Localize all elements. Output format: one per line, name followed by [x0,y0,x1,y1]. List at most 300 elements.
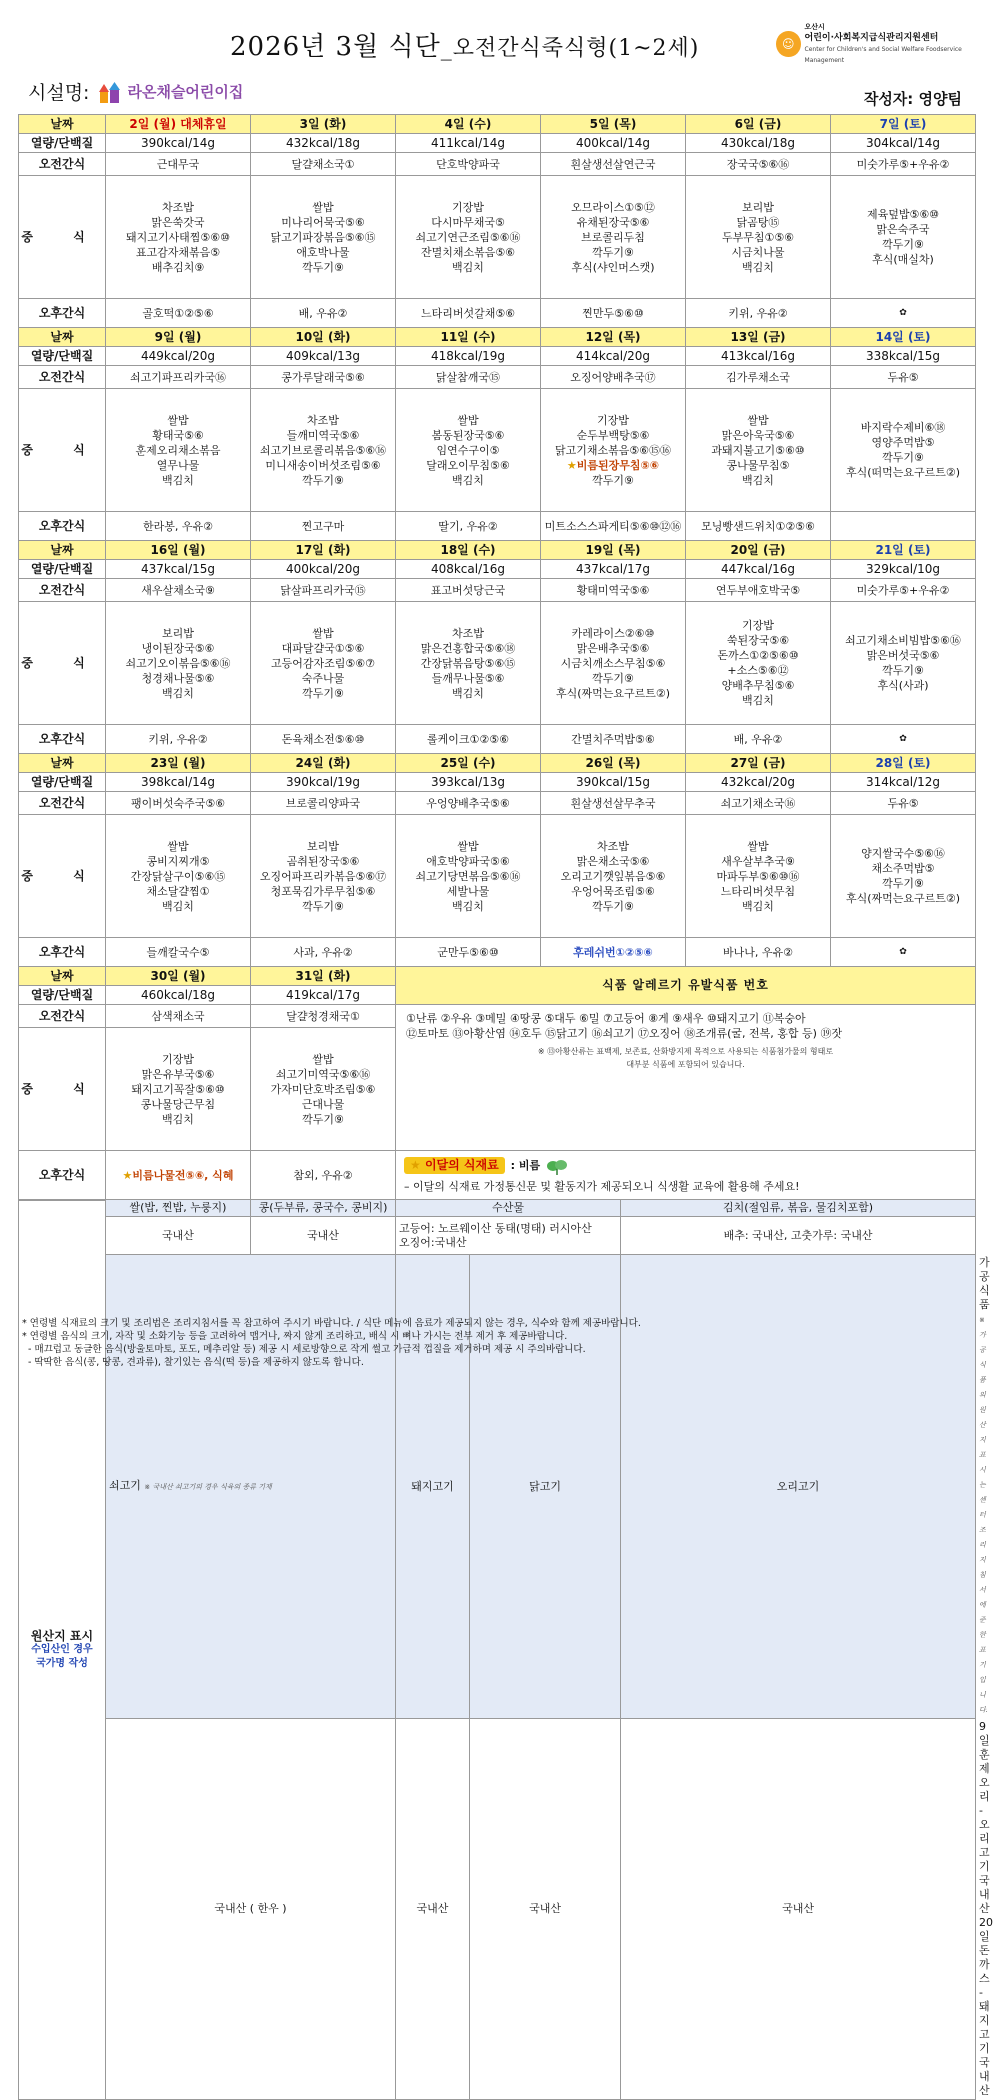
menu-item: 곰취된장국⑤⑥ [286,854,360,868]
menu-item: 유채된장국⑤⑥ [576,215,650,229]
day-cell-pm: 바나나, 우유② [686,938,831,967]
ingredient-head [404,1157,967,1175]
menu-row-main [19,176,976,299]
day-cell-pm: 딸기, 우유② [396,512,541,541]
day-cell-date: 7일 (토) [831,115,976,134]
row-label-pm: 오후간식 [19,725,106,754]
menu-item: 두부무침①⑤⑥ [721,230,795,244]
facility [28,78,243,105]
origin-pork: 국내산 [396,1719,470,2100]
menu-row-kcal [19,347,976,366]
origin-head-chicken: 닭고기 [470,1255,621,1719]
row-label-am: 오전간식 [19,792,106,815]
day-cell-am: 흰살생선살무추국 [541,792,686,815]
day-cell-am: 닭살참깨국⑮ [396,366,541,389]
day-cell-kcal: 400kcal/14g [541,134,686,153]
day-cell-am: 두유⑤ [831,792,976,815]
day-cell-am: 달걀청경채국① [251,1005,396,1028]
menu-item: 쇠고기당면볶음⑤⑥⑯ [415,869,521,883]
day-cell-main [251,389,396,512]
day-cell-am: 우엉양배추국⑤⑥ [396,792,541,815]
day-cell-main [106,389,251,512]
day-cell-am: 흰살생선살연근국 [541,153,686,176]
day-cell-main [541,389,686,512]
day-cell-date: 11일 (수) [396,328,541,347]
menu-item: 청경채나물⑤⑥ [141,671,215,685]
day-cell-date: 5일 (목) [541,115,686,134]
day-cell-date: 3일 (화) [251,115,396,134]
menu-item: 맑은버섯국⑤⑥ [866,649,940,662]
menu-item: 깍두기⑨ [882,238,924,251]
row-label-pm: 오후간식 [19,938,106,967]
note-line: * 연령별 식재료의 크기 및 조리법은 조리지침서를 꼭 참고하여 주시기 바랍니다. / 식단 메뉴에 음료가 제공되지 않는 경우, 식수와 함께 제공바랍니다. [22,1318,641,1329]
menu-item: 보리밥 [162,626,194,640]
origin-head-seafood: 수산물 [396,1200,621,1217]
row-label-kcal: 열량/단백질 [19,134,106,153]
star-icon: ★ [566,458,577,472]
menu-item: 훈제오리채소볶음 [135,443,221,457]
day-cell-kcal: 437kcal/15g [106,560,251,579]
row-label-date: 날짜 [19,115,106,134]
menu-item: 쌀밥 [312,626,334,640]
center-logo [776,22,992,66]
menu-item: 세발나물 [446,884,490,898]
day-cell-am: 미숫가루⑤+우유② [831,579,976,602]
menu-item: 후식(사과) [877,679,929,692]
day-cell-main [106,815,251,938]
allergy-body [396,1005,976,1151]
menu-item: 들깨무나물⑤⑥ [431,671,505,685]
org-en: Center for Children's and Social Welfare Foodservice Management [804,46,962,64]
menu-item: 깍두기⑨ [592,245,634,259]
menu-row-am [19,579,976,602]
day-cell-main [106,602,251,725]
menu-item: 오므라이스①⑤⑫ [571,200,655,214]
menu-row-pm [19,725,976,754]
row-label-main: 중 식 [19,176,106,299]
day-cell-pm [831,512,976,541]
menu-item: 닭곰탕⑮ [736,215,780,229]
day-cell-am: 장국국⑤⑥⑯ [686,153,831,176]
day-cell-date: 20일 (금) [686,541,831,560]
menu-item: 오징어파프리카볶음⑤⑥⑰ [259,869,387,883]
facility-logo [97,79,243,105]
menu-item: 양배추무침⑤⑥ [721,679,795,692]
menu-item: 후식(떠먹는요구르트②) [845,466,961,479]
day-cell-kcal: 414kcal/20g [541,347,686,366]
menu-item: 표고감자채볶음⑤ [135,245,221,259]
ingredient-name: : 비름 [510,1159,541,1172]
menu-item: 시금치깨소스무침⑤⑥ [560,656,666,670]
menu-item: 콩나물당근무침 [140,1097,216,1111]
row-label-am: 오전간식 [19,366,106,389]
day-cell-main [686,815,831,938]
menu-item: 맑은유부국⑤⑥ [141,1067,215,1081]
day-cell-kcal: 449kcal/20g [106,347,251,366]
origin-head-kimchi: 김치(절임류, 볶음, 물김치포함) [621,1200,976,1217]
ingredient-desc: – 이달의 식재료 가정통신문 및 활동지가 제공되오니 식생활 교육에 활용해 주세요! [404,1180,800,1193]
page-title: 2026년 3월 식단_오전간식죽식형(1~2세) [230,32,700,62]
star-icon: ★ [122,1169,133,1182]
day-cell-kcal: 437kcal/17g [541,560,686,579]
row-label-kcal: 열량/단백질 [19,347,106,366]
menu-item: 기장밥 [452,200,484,214]
menu-item: 깍두기⑨ [882,664,924,677]
menu-item: 보리밥 [742,200,774,214]
menu-item: 후식(샤인머스캣) [571,260,655,274]
menu-item: 채소달걀찜① [146,884,210,898]
menu-item: 가자미단호박조림⑤⑥ [270,1082,376,1096]
menu-item: 기장밥 [742,619,774,632]
menu-item: 맑은채소국⑤⑥ [576,854,650,868]
menu-item: 깍두기⑨ [592,473,634,487]
menu-item: 백김치 [452,473,484,487]
menu-item: 차조밥 [452,626,484,640]
menu-item: 냉이된장국⑤⑥ [141,641,215,655]
day-cell-kcal: 393kcal/13g [396,773,541,792]
day-cell-pm: 찐고구마 [251,512,396,541]
menu-item: 깍두기⑨ [302,1112,344,1126]
day-cell-pm: 사과, 우유② [251,938,396,967]
smile-logo-icon: ☺ [776,31,801,57]
day-cell-main [541,602,686,725]
menu-item: 새우살부추국⑨ [721,854,795,868]
day-cell-am: 쇠고기파프리카국⑯ [106,366,251,389]
day-cell-pm: 키위, 우유② [106,725,251,754]
menu-row-kcal [19,134,976,153]
day-cell-date: 25일 (수) [396,754,541,773]
menu-row-date [19,115,976,134]
day-cell-date: 14일 (토) [831,328,976,347]
footer-notes [22,1317,641,1369]
facility-label: 시설명: [28,82,90,104]
menu-item: 양지쌀국수⑤⑥⑯ [861,847,945,860]
menu-item: 깍두기⑨ [302,473,344,487]
menu-item: 깍두기⑨ [882,451,924,464]
menu-item: 닭고기채소볶음⑤⑥⑮⑯ [554,443,672,457]
day-cell-date: 13일 (금) [686,328,831,347]
origin-duck: 국내산 [621,1719,976,2100]
menu-item: 미나리어묵국⑤⑥ [281,215,365,229]
allergy-note [406,1045,965,1071]
day-cell-kcal: 413kcal/16g [686,347,831,366]
row-label-am: 오전간식 [19,153,106,176]
origin-kimchi: 배추: 국내산, 고춧가루: 국내산 [621,1217,976,1255]
day-cell-pm: 배, 우유② [251,299,396,328]
menu-item: +소스⑤⑥⑫ [727,664,789,677]
day-cell-am: 쇠고기채소국⑯ [686,792,831,815]
menu-item: 과돼지불고기⑤⑥⑩ [711,443,805,457]
day-cell-pm: 돈육채소전⑤⑥⑩ [251,725,396,754]
day-cell-date: 12일 (목) [541,328,686,347]
day-cell-am: 표고버섯당근국 [396,579,541,602]
day-cell-main [831,176,976,299]
day-cell-kcal: 409kcal/13g [251,347,396,366]
day-cell-main [541,815,686,938]
day-cell-date: 18일 (수) [396,541,541,560]
day-cell-pm: ✿ [831,938,976,967]
note-line: * 연령별 음식의 크기, 자작 및 소화기능 등을 고려하여 맵거나, 짜지 않게 조리하고, 배식 시 뼈나 가시는 전부 제거 후 제공바랍니다. [22,1331,568,1342]
day-cell-kcal: 411kcal/14g [396,134,541,153]
menu-row-am [19,1005,976,1028]
row-label-pm: 오후간식 [19,299,106,328]
origin-head-duck: 오리고기 [621,1255,976,1719]
day-cell-pm: 들깨칼국수⑤ [106,938,251,967]
menu-item: 영양주먹밥⑤ [871,436,935,449]
day-cell-am: 미숫가루⑤+우유② [831,153,976,176]
menu-item: 바지락수제비⑥⑱ [860,421,946,434]
day-cell-main [831,815,976,938]
day-cell-pm: ✿ [831,725,976,754]
day-cell-am: 두유⑤ [831,366,976,389]
day-cell-kcal: 419kcal/17g [251,986,396,1005]
row-label-am: 오전간식 [19,579,106,602]
origin-bean: 국내산 [251,1217,396,1255]
day-cell-pm: 미트소스스파게티⑤⑥⑩⑫⑯ [541,512,686,541]
origin-head-pork: 돼지고기 [396,1255,470,1719]
menu-item [543,458,683,473]
row-label-pm: 오후간식 [19,512,106,541]
menu-item: 열무나물 [156,458,200,472]
menu-item: 백김치 [452,260,484,274]
menu-row-pm [19,299,976,328]
note-line: - 매끄럽고 동글한 음식(방울토마토, 포도, 메추리알 등) 제공 시 세로방향으로 작게 썰고 가급적 껍질을 제거하며 제공 시 주의바랍니다. [28,1344,586,1355]
menu-item: 백김치 [742,694,774,707]
day-cell-main [686,602,831,725]
menu-item: 임연수구이⑤ [436,443,500,457]
menu-item: 청포묵김가루무침⑤⑥ [270,884,376,898]
day-cell-pm: 간멸치주먹밥⑤⑥ [541,725,686,754]
day-cell-main [396,602,541,725]
origin-head-bean: 콩(두부류, 콩국수, 콩비지) [251,1200,396,1217]
menu-item: 백김치 [452,899,484,913]
menu-item: 근대나물 [301,1097,345,1111]
day-cell-pm: 골호떡①②⑤⑥ [106,299,251,328]
day-cell-am: 콩가루달래국⑤⑥ [251,366,396,389]
menu-item: 간장닭살구이⑤⑥⑮ [130,869,226,883]
menu-item: 돼지고기사태찜⑤⑥⑩ [126,230,230,244]
day-cell-main [396,176,541,299]
menu-item: 차조밥 [307,413,339,427]
menu-row-date [19,541,976,560]
day-cell-main [686,389,831,512]
day-cell-kcal: 432kcal/18g [251,134,396,153]
allergy-note-line: ※ ⑬아황산류는 표백제, 보존료, 산화방지제 목적으로 사용되는 식품첨가물의 형태로 [537,1047,834,1056]
menu-item: 닭고기파장볶음⑤⑥⑮ [270,230,376,244]
day-cell-kcal: 418kcal/19g [396,347,541,366]
day-cell-kcal: 390kcal/19g [251,773,396,792]
menu-item-text: 비름나물전⑤⑥, 식혜 [132,1169,234,1182]
menu-item: 맑은쑥갓국 [151,215,205,229]
row-label-main: 중 식 [19,1028,106,1151]
allergy-line: ①난류 ②우유 ③메밀 ④땅콩 ⑤대두 ⑥밀 ⑦고등어 ⑧게 ⑨새우 ⑩돼지고기 ⑪복숭아 [406,1012,806,1025]
writer: 작성자: 영양팀 [863,90,962,108]
row-label-kcal: 열량/단백질 [19,773,106,792]
day-cell-main [251,815,396,938]
day-cell-main [831,389,976,512]
menu-item: 쌀밥 [312,200,334,214]
row-label-am: 오전간식 [19,1005,106,1028]
allergy-title: 식품 알레르기 유발식품 번호 [396,967,976,1005]
day-cell-main [106,1028,251,1151]
menu-item: 기장밥 [162,1052,194,1066]
day-cell-date: 21일 (토) [831,541,976,560]
day-cell-am: 새우살채소국⑨ [106,579,251,602]
menu-item: 백김치 [162,1112,194,1126]
menu-item: 후식(짜먹는요구르트②) [555,686,671,700]
day-cell-am: 브로콜리양파국 [251,792,396,815]
day-cell-am: 김가루채소국 [686,366,831,389]
day-cell-main [831,602,976,725]
menu-item: 순두부백탕⑤⑥ [576,428,650,442]
origin-head-rice: 쌀(밥, 찐밥, 누룽지) [106,1200,251,1217]
menu-item: 느타리버섯무침 [720,884,796,898]
leaf-icon [546,1157,568,1175]
menu-item: 쇠고기채소비빔밥⑤⑥⑯ [845,634,961,647]
menu-row-am [19,792,976,815]
day-cell-main [541,176,686,299]
day-cell-date: 6일 (금) [686,115,831,134]
menu-item: 쑥된장국⑤⑥ [726,634,790,647]
menu-item: 쇠고기미역국⑤⑥⑯ [275,1067,371,1081]
menu-item: 오리고기깻잎볶음⑤⑥ [560,869,666,883]
menu-item: 봄동된장국⑤⑥ [431,428,505,442]
menu-item: 돼지고기꼭잘⑤⑥⑩ [131,1082,225,1096]
day-cell-pm: 배, 우유② [686,725,831,754]
day-cell-date: 16일 (월) [106,541,251,560]
menu-item: 맑은아욱국⑤⑥ [721,428,795,442]
day-cell-pm: 군만두⑤⑥⑩ [396,938,541,967]
day-cell-am: 닭살파프리카국⑮ [251,579,396,602]
row-label-date: 날짜 [19,754,106,773]
menu-item: 백김치 [452,686,484,700]
day-cell-date: 4일 (수) [396,115,541,134]
row-label-kcal: 열량/단백질 [19,986,106,1005]
menu-item: 우엉어묵조림⑤⑥ [571,884,655,898]
day-cell-date: 9일 (월) [106,328,251,347]
day-cell-pm: ✿ [831,299,976,328]
day-cell-am: 팽이버섯숙주국⑤⑥ [106,792,251,815]
day-cell-main [251,1028,396,1151]
menu-item: 마파두부⑤⑥⑩⑯ [716,869,800,883]
day-cell-date: 2일 (월) 대체휴일 [106,115,251,134]
menu-item: 콩나물무침⑤ [726,458,790,472]
ingredient-badge [404,1157,505,1174]
menu-item: 백김치 [742,473,774,487]
menu-item: 콩비지찌개⑤ [146,854,210,868]
menu-item: 차조밥 [597,839,629,853]
menu-item: 쇠고기오이볶음⑤⑥⑯ [125,656,231,670]
menu-item: 다시마무채국⑤ [431,215,505,229]
menu-item: 미니새송이버섯조림⑤⑥ [265,458,381,472]
day-cell-am: 달걀채소국① [251,153,396,176]
day-cell-pm: 롤케이크①②⑤⑥ [396,725,541,754]
menu-item: 깍두기⑨ [302,260,344,274]
ingredient-of-month [396,1151,976,1201]
menu-table [18,114,976,1201]
menu-item: 대파달걀국①⑤⑥ [281,641,365,655]
menu-item: 애호박양파국⑤⑥ [426,854,510,868]
menu-item: 쌀밥 [457,839,479,853]
origin-table: 원산지 표시 수입산인 경우 국가명 작성 쌀(밥, 찐밥, 누룽지) 콩(두부류, 콩국수, 콩비지) 수산물 김치(절임류, 볶음, 물김치포함) 국내산 국내산 고등어: 노르웨이산 동태(명태) 러시아산 오징어:국내산 배추: 국내산, 고춧가루: 국내산 쇠고기 ※ 국내산 쇠고기의 경우 식육의 종류 기재 돼지고기 닭고기 오리고기 가공식품 ※ 가공식품의 원산지표시는 센터 조리지침서에 준한 표기입니다. 국내산 ( 한우 ) 국내산 국내산 국내산 9일 훈제오리 - 오리고기 국내산 20일 돈까스 - 돼지고기 국내산 [18,1199,976,2100]
menu-item: 돈까스①②⑤⑥⑩ [717,649,799,662]
menu-item: 백김치 [742,260,774,274]
note-line: - 딱딱한 음식(콩, 땅콩, 견과류), 찰기있는 음식(떡 등)을 제공하지 않도록 합니다. [28,1357,364,1368]
menu-row-kcal [19,773,976,792]
day-cell-pm: 후레쉬번①②⑤⑥ [541,938,686,967]
origin-label: 원산지 표시 수입산인 경우 국가명 작성 [19,1200,106,2100]
day-cell-pm: 모닝빵샌드위치①②⑤⑥ [686,512,831,541]
allergy-line: ⑫토마토 ⑬아황산염 ⑭호두 ⑮닭고기 ⑯쇠고기 ⑰오징어 ⑱조개류(굴, 전복, 홍합 등) ⑲잣 [406,1027,843,1040]
origin-rice: 국내산 [106,1217,251,1255]
menu-item: 깍두기⑨ [882,877,924,890]
day-cell-main [251,602,396,725]
row-label-main: 중 식 [19,389,106,512]
day-cell-am: 오징어양배추국⑰ [541,366,686,389]
star-icon: ★ [410,1158,425,1172]
menu-item: 기장밥 [597,413,629,427]
day-cell-date: 17일 (화) [251,541,396,560]
menu-item: 잔멸치채소볶음⑤⑥ [420,245,516,259]
menu-item: 차조밥 [162,200,194,214]
menu-item: 쌀밥 [747,413,769,427]
row-label-main: 중 식 [19,815,106,938]
day-cell-kcal: 390kcal/15g [541,773,686,792]
menu-item: 고등어감자조림⑤⑥⑦ [271,656,375,670]
row-label-pm: 오후간식 [19,1151,106,1201]
day-cell-kcal: 400kcal/20g [251,560,396,579]
menu-row-main [19,815,976,938]
menu-item: 들깨미역국⑤⑥ [286,428,360,442]
ingredient-badge-text: 이달의 식재료 [424,1158,499,1172]
day-cell-date: 19일 (목) [541,541,686,560]
menu-item: 보리밥 [307,839,339,853]
day-cell-date: 26일 (목) [541,754,686,773]
menu-item: 쇠고기연근조림⑤⑥⑯ [415,230,521,244]
menu-item-text: 비름된장무침⑤⑥ [576,458,660,472]
origin-head-beef: 쇠고기 ※ 국내산 쇠고기의 경우 식육의 종류 기재 [106,1255,396,1719]
day-cell-kcal: 314kcal/12g [831,773,976,792]
day-cell-date: 30일 (월) [106,967,251,986]
menu-item: 백김치 [162,473,194,487]
day-cell-pm: 참외, 우유② [251,1151,396,1201]
day-cell-date: 10일 (화) [251,328,396,347]
menu-item: 맑은배추국⑤⑥ [576,641,650,655]
menu-item: 쇠고기브로콜리볶음⑤⑥⑯ [259,443,387,457]
menu-row-am [19,153,976,176]
menu-item: 백김치 [162,899,194,913]
day-cell-date: 27일 (금) [686,754,831,773]
menu-row-kcal [19,560,976,579]
menu-item: 간장닭볶음탕⑤⑥⑮ [420,656,516,670]
menu-item: 배추김치⑨ [151,260,205,274]
menu-item: 후식(매실차) [872,253,934,266]
menu-row-pm [19,1151,976,1201]
day-cell-am: 삼색채소국 [106,1005,251,1028]
day-cell-kcal: 329kcal/10g [831,560,976,579]
menu-item: 깍두기⑨ [592,671,634,685]
day-cell-pm: 한라봉, 우유② [106,512,251,541]
origin-beef: 국내산 ( 한우 ) [106,1719,396,2100]
menu-item: 맑은건홍합국⑤⑥⑱ [420,641,516,655]
day-cell-pm: 찐만두⑤⑥⑩ [541,299,686,328]
row-label-date: 날짜 [19,541,106,560]
menu-item: 카레라이스②⑥⑩ [571,626,655,640]
day-cell-kcal: 398kcal/14g [106,773,251,792]
day-cell-date: 28일 (토) [831,754,976,773]
allergy-note-line: 대부분 식품에 포함되어 있습니다. [626,1060,745,1069]
menu-item: 채소주먹밥⑤ [871,862,935,875]
